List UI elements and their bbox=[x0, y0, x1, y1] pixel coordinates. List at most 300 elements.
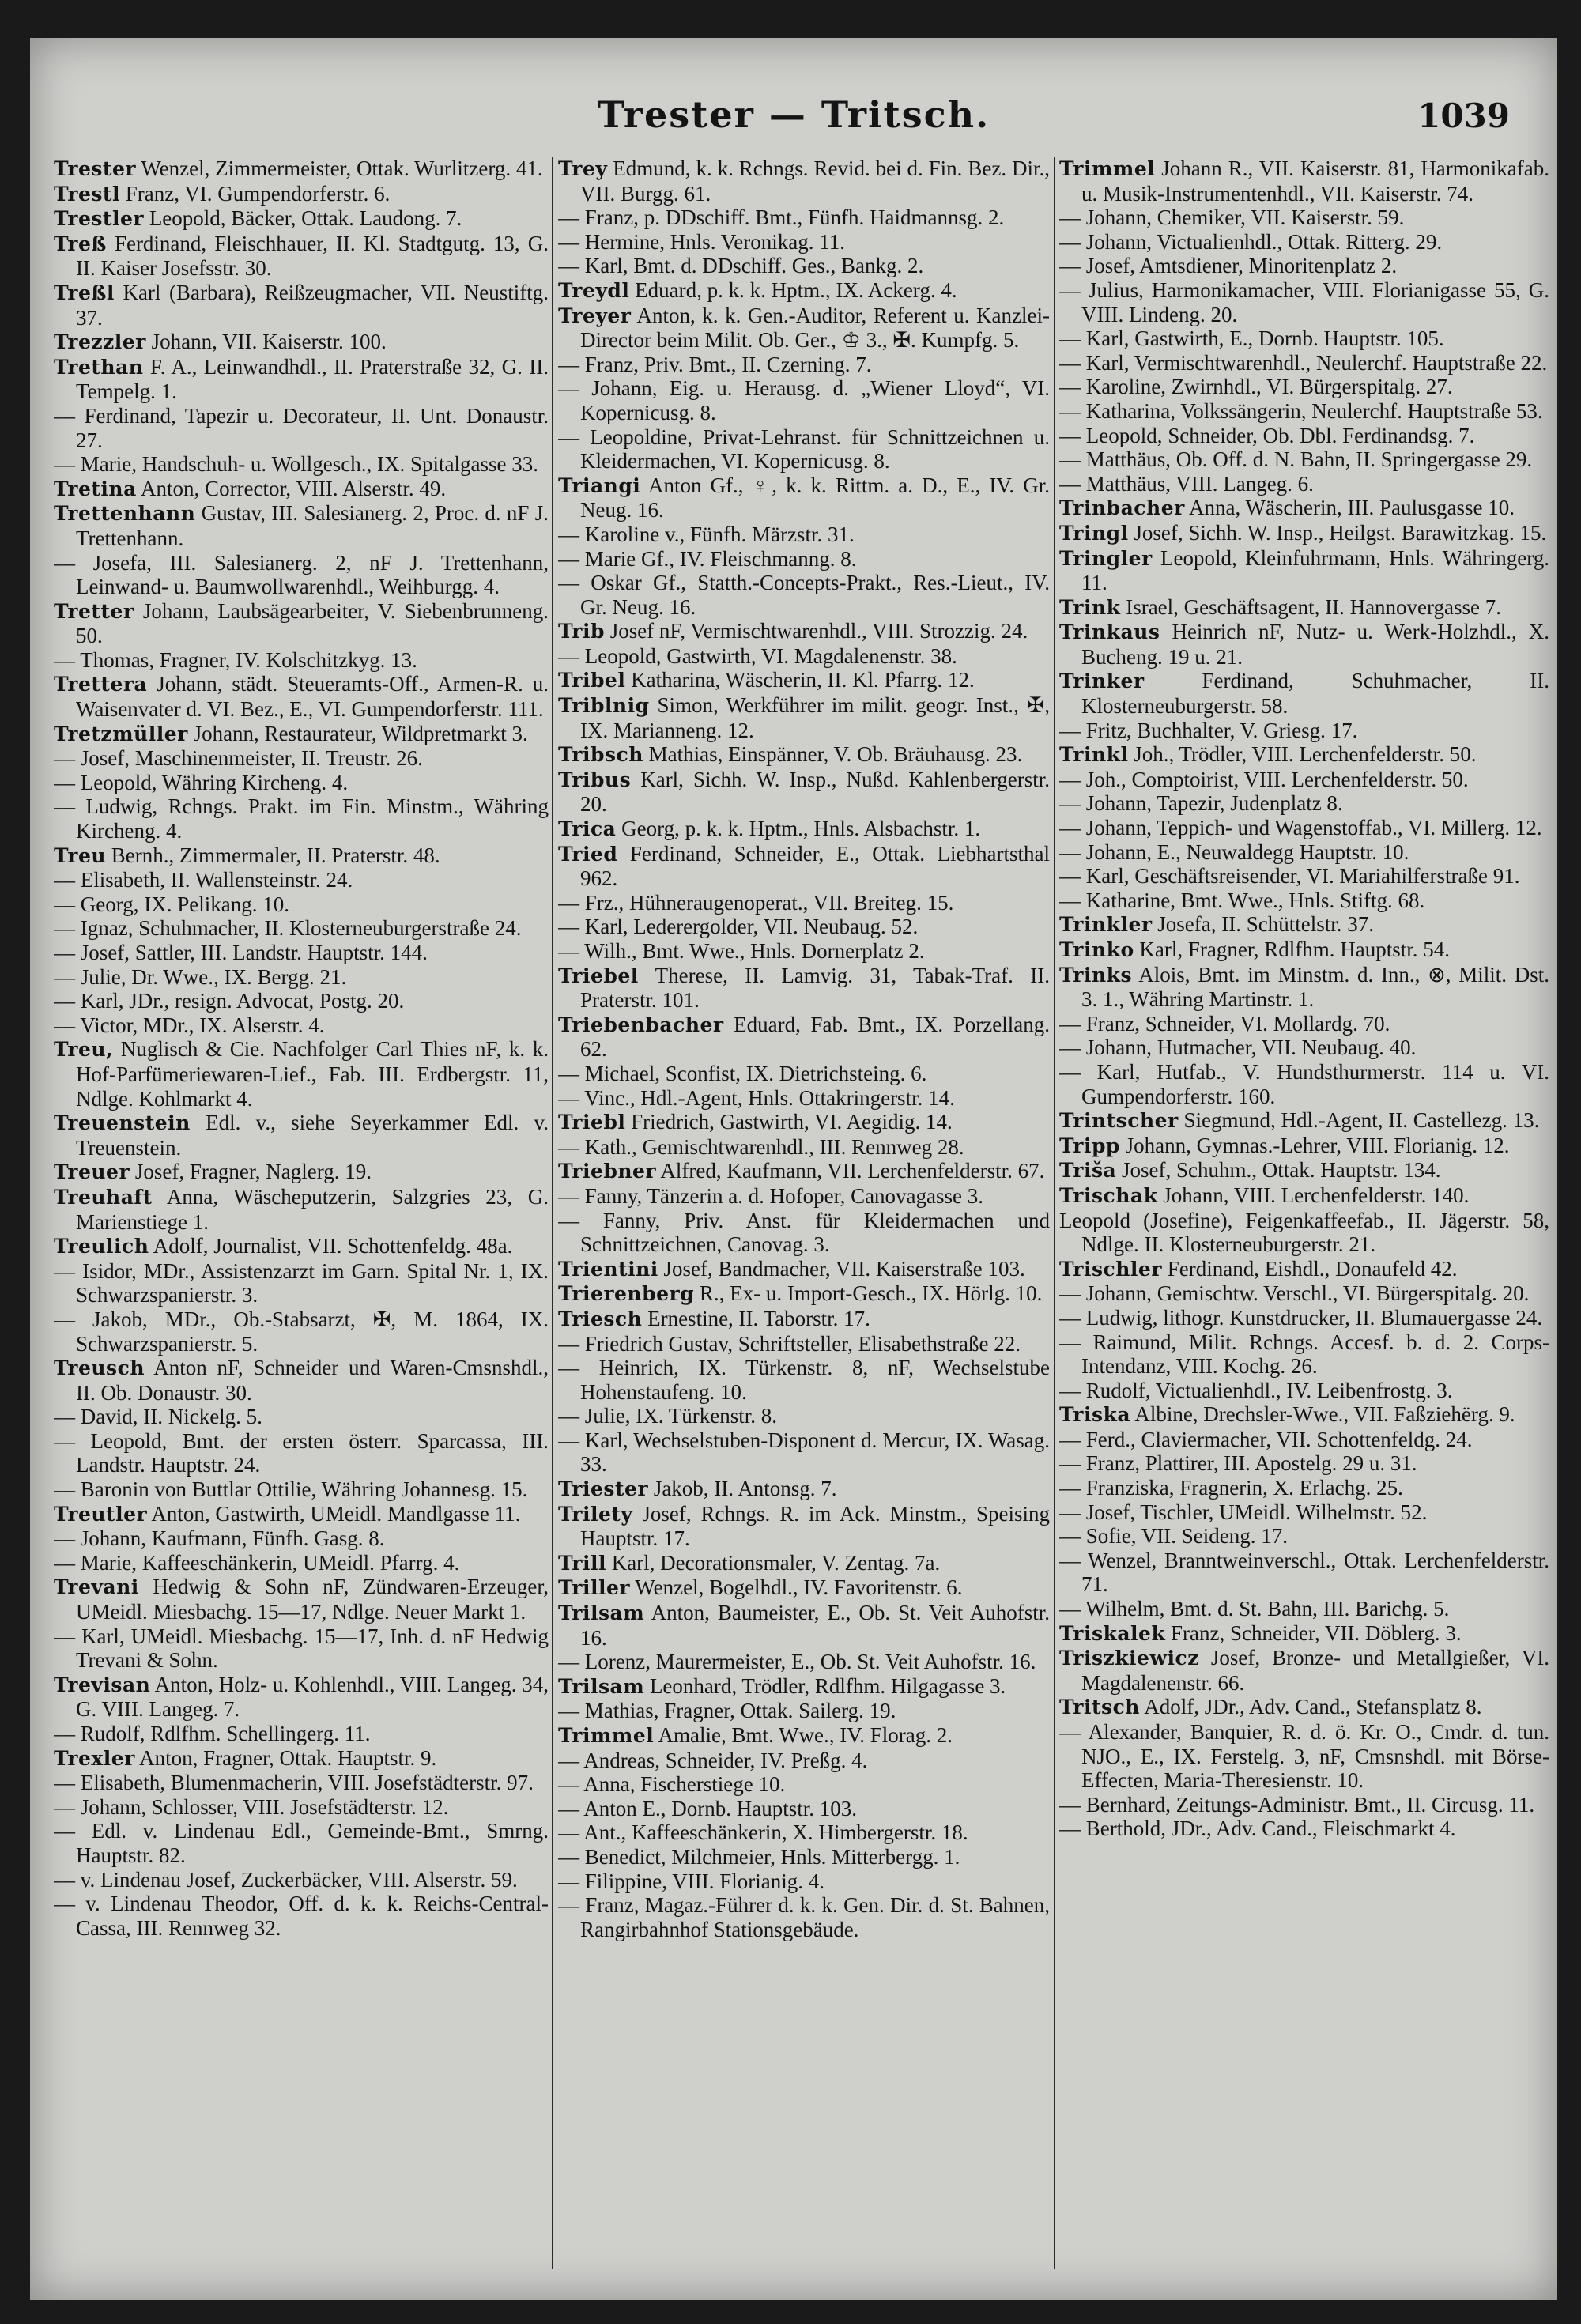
entry-text: Anna, Wäscherin, III. Paulusgasse 10. bbox=[1184, 496, 1515, 520]
directory-entry bbox=[54, 1160, 549, 1185]
directory-entry bbox=[558, 254, 1050, 278]
entry-text: Therese, II. Lamvig. 31, Tabak-Traf. II. Praterstr. 101. bbox=[580, 963, 1050, 1013]
entry-text: Johann, VII. Kaiserstr. 100. bbox=[145, 330, 387, 354]
entry-text: — Marie Gf., IV. Fleischmanng. 8. bbox=[558, 546, 857, 571]
directory-entry bbox=[558, 1257, 1050, 1282]
directory-entry bbox=[1059, 206, 1549, 230]
entry-surname: Triebel bbox=[558, 964, 639, 987]
entry-text: Wenzel, Bogelhdl., IV. Favoritenstr. 6. bbox=[630, 1575, 963, 1600]
entry-surname: Tribel bbox=[558, 669, 626, 692]
directory-entry bbox=[1059, 1621, 1549, 1647]
directory-entry bbox=[1059, 472, 1549, 496]
entry-text: Edmund, k. k. Rchngs. Revid. bei d. Fin. Bez. Dir., VII. Burgg. 61. bbox=[580, 157, 1050, 206]
entry-text: Ernestine, II. Taborstr. 17. bbox=[642, 1306, 870, 1330]
directory-entry bbox=[558, 1502, 1050, 1551]
directory-entry bbox=[54, 1259, 549, 1307]
entry-text: Karl, Fragner, Rdlfhm. Hauptstr. 54. bbox=[1134, 938, 1450, 961]
directory-entry bbox=[558, 278, 1050, 304]
column-1 bbox=[54, 157, 549, 2269]
entry-text: — Ant., Kaffeeschänkerin, X. Himbergerstr. 18. bbox=[558, 1820, 968, 1845]
directory-entry bbox=[54, 965, 549, 990]
entry-text: Leonhard, Trödler, Rdlfhm. Hilgagasse 3. bbox=[644, 1673, 1006, 1698]
directory-entry bbox=[54, 452, 549, 477]
entry-surname: Trezzler bbox=[54, 330, 146, 354]
entry-text: Josef, Sichh. W. Insp., Heilgst. Barawitzkag. 15. bbox=[1128, 520, 1547, 545]
entry-text: — Franz, Priv. Bmt., II. Czerning. 7. bbox=[558, 352, 872, 376]
entry-text: — Josef, Tischler, UMeidl. Wilhelmstr. 52. bbox=[1059, 1500, 1428, 1524]
directory-entry bbox=[1059, 230, 1549, 255]
entry-surname: Trettenhann bbox=[54, 502, 196, 526]
entry-text: Ferdinand, Fleischhauer, II. Kl. Stadtgutg. 13, G. II. Kaiser Josefsstr. 30. bbox=[76, 231, 549, 281]
entry-text: Jakob, II. Antonsg. 7. bbox=[648, 1477, 837, 1501]
entry-surname: Triszkiewicz bbox=[1059, 1647, 1199, 1670]
directory-entry bbox=[1059, 1597, 1549, 1621]
column-2 bbox=[558, 157, 1050, 2269]
directory-entry bbox=[558, 473, 1050, 523]
entry-text: Mathias, Einspänner, V. Ob. Bräuhausg. 23. bbox=[643, 742, 1023, 767]
entry-text: Anton, k. k. Gen.-Auditor, Referent u. Kanzlei-Director beim Milit. Ob. Ger., ♔ 3., ✠. Kumpfg. 5. bbox=[580, 303, 1050, 353]
directory-entry bbox=[54, 404, 549, 452]
directory-entry bbox=[1059, 1402, 1549, 1428]
entry-surname: Triblnig bbox=[558, 694, 650, 718]
entry-surname: Tribus bbox=[558, 768, 632, 791]
entry-surname: Trestl bbox=[54, 182, 120, 206]
entry-surname: Tretina bbox=[54, 477, 137, 500]
directory-entry bbox=[1059, 1720, 1549, 1793]
directory-entry bbox=[1059, 1476, 1549, 1500]
entry-text: Franz, Schneider, VII. Döblerg. 3. bbox=[1165, 1620, 1462, 1645]
entry-surname: Trierenberg bbox=[558, 1282, 695, 1306]
entry-text: — Marie, Handschuh- u. Wollgesch., IX. Spitalgasse 33. bbox=[54, 452, 538, 477]
entry-text: Josef, Fragner, Naglerg. 19. bbox=[130, 1160, 372, 1184]
directory-entry bbox=[54, 330, 549, 355]
directory-entry bbox=[558, 1404, 1050, 1428]
directory-entry bbox=[558, 1477, 1050, 1502]
entry-surname: Trischak bbox=[1059, 1183, 1158, 1207]
entry-text: — Jakob, MDr., Ob.-Stabsarzt, ✠, M. 1864, IX. Schwarzspanierstr. 5. bbox=[54, 1307, 549, 1356]
directory-entry bbox=[558, 1428, 1050, 1477]
entry-surname: Tringl bbox=[1059, 521, 1129, 545]
entry-text: Siegmund, Hdl.-Agent, II. Castellezg. 13. bbox=[1178, 1108, 1540, 1133]
directory-entry bbox=[54, 477, 549, 502]
entry-text: — Katharine, Bmt. Wwe., Hnls. Stiftg. 68. bbox=[1059, 888, 1425, 912]
entry-text: — Oskar Gf., Statth.-Concepts-Prakt., Res.-Lieut., IV. Gr. Neug. 16. bbox=[558, 571, 1050, 619]
entry-surname: Trinkler bbox=[1059, 913, 1153, 937]
entry-surname: Triskalek bbox=[1059, 1621, 1166, 1645]
directory-entry bbox=[54, 746, 549, 771]
entry-surname: Trinker bbox=[1059, 670, 1145, 693]
entry-text: Anton, Gastwirth, UMeidl. Mandlgasse 11. bbox=[147, 1501, 521, 1526]
entry-text: Leopold (Josefine), Feigenkaffeefab., II. Jägerstr. 58, Ndlge. II. Klosterneuburgerstr. 21. bbox=[1059, 1208, 1549, 1257]
entry-text: — Wilhelm, Bmt. d. St. Bahn, III. Barichg. 5. bbox=[1059, 1597, 1450, 1621]
entry-text: — Lorenz, Maurermeister, E., Ob. St. Veit Auhofstr. 16. bbox=[558, 1650, 1036, 1674]
entry-text: — Victor, MDr., IX. Alserstr. 4. bbox=[54, 1013, 325, 1037]
entry-surname: Trica bbox=[558, 817, 617, 841]
directory-entry bbox=[1059, 375, 1549, 399]
directory-entry bbox=[1059, 1134, 1549, 1159]
directory-entry bbox=[54, 1526, 549, 1551]
directory-entry bbox=[1059, 669, 1549, 718]
directory-entry bbox=[558, 1013, 1050, 1062]
entry-text: Anton Gf., ♀, k. k. Rittm. a. D., E., IV. Gr. Neug. 16. bbox=[580, 473, 1050, 523]
directory-entry bbox=[1059, 864, 1549, 888]
directory-entry bbox=[54, 182, 549, 207]
entry-surname: Triša bbox=[1059, 1159, 1117, 1183]
directory-entry bbox=[1059, 1012, 1549, 1036]
entry-text: Anton, Corrector, VIII. Alserstr. 49. bbox=[136, 476, 447, 500]
entry-text: — David, II. Nickelg. 5. bbox=[54, 1405, 262, 1429]
entry-surname: Trester bbox=[54, 157, 137, 180]
directory-entry bbox=[558, 1086, 1050, 1111]
entry-text: — Johann, Victualienhdl., Ottak. Ritterg. 29. bbox=[1059, 229, 1443, 254]
entry-text: — Julie, Dr. Wwe., IX. Bergg. 21. bbox=[54, 964, 347, 989]
entry-text: Karl, Decorationsmaler, V. Zentag. 7a. bbox=[606, 1550, 941, 1575]
entry-text: — Karl, Vermischtwarenhdl., Neulerchf. Hauptstraße 22. bbox=[1059, 350, 1548, 375]
entry-surname: Trinbacher bbox=[1059, 496, 1185, 520]
directory-entry bbox=[1059, 521, 1549, 546]
entry-text: — Katharina, Volkssängerin, Neulerchf. Hauptstraße 53. bbox=[1059, 398, 1543, 423]
directory-entry bbox=[1059, 912, 1549, 938]
entry-text: — Rudolf, Victualienhdl., IV. Leibenfrostg. 3. bbox=[1059, 1378, 1453, 1402]
entry-text: F. A., Leinwandhdl., II. Praterstraße 32, G. II. Tempelg. 1. bbox=[76, 354, 549, 404]
entry-text: — Benedict, Milchmeier, Hnls. Mitterbergg. 1. bbox=[558, 1844, 960, 1869]
entry-surname: Triester bbox=[558, 1477, 649, 1501]
entry-surname: Triebenbacher bbox=[558, 1013, 724, 1036]
directory-entry bbox=[54, 648, 549, 673]
directory-entry bbox=[558, 304, 1050, 353]
directory-entry bbox=[54, 1795, 549, 1820]
directory-entry bbox=[54, 206, 549, 232]
entry-surname: Trib bbox=[558, 620, 605, 643]
directory-entry bbox=[54, 1356, 549, 1405]
directory-entry bbox=[1059, 1330, 1549, 1379]
entry-text: — Marie, Kaffeeschänkerin, UMeidl. Pfarrg. 4. bbox=[54, 1550, 460, 1575]
directory-entry bbox=[558, 1820, 1050, 1845]
directory-entry bbox=[558, 230, 1050, 255]
entry-text: — Leopold, Gastwirth, VI. Magdalenenstr. 38. bbox=[558, 643, 957, 668]
entry-surname: Triska bbox=[1059, 1403, 1131, 1427]
directory-entry bbox=[54, 1746, 549, 1771]
entry-text: Josefa, II. Schüttelstr. 37. bbox=[1152, 912, 1374, 937]
directory-entry bbox=[1059, 719, 1549, 743]
entry-surname: Trink bbox=[1059, 595, 1121, 619]
directory-entry bbox=[54, 551, 549, 599]
directory-entry bbox=[558, 1749, 1050, 1773]
directory-entry bbox=[558, 668, 1050, 693]
directory-entry bbox=[558, 1281, 1050, 1307]
entry-surname: Triesch bbox=[558, 1307, 643, 1330]
entry-text: Anton, Holz- u. Kohlenhdl., VIII. Langeg. 34, G. VIII. Langeg. 7. bbox=[76, 1672, 549, 1722]
directory-columns bbox=[54, 157, 1549, 2269]
directory-entry bbox=[1059, 1281, 1549, 1306]
entry-surname: Trimmel bbox=[558, 1724, 655, 1747]
entry-text: — Leopold, Bmt. der ersten österr. Sparcassa, III. Landstr. Hauptstr. 24. bbox=[54, 1428, 549, 1477]
directory-entry bbox=[54, 1429, 549, 1477]
entry-text: — Michael, Sconfist, IX. Dietrichsteing. 6. bbox=[558, 1061, 927, 1085]
directory-entry bbox=[1059, 1817, 1549, 1841]
entry-text: — Friedrich Gustav, Schriftsteller, Elisabethstraße 22. bbox=[558, 1331, 1021, 1356]
entry-text: — Matthäus, VIII. Langeg. 6. bbox=[1059, 471, 1314, 496]
entry-text: — Joh., Comptoirist, VIII. Lerchenfelderstr. 50. bbox=[1059, 767, 1469, 791]
directory-entry bbox=[558, 1797, 1050, 1821]
entry-surname: Tripp bbox=[1059, 1134, 1120, 1157]
entry-text: — Karl, Hutfab., V. Hundsthurmerstr. 114 u. VI. Gumpendorferstr. 160. bbox=[1059, 1059, 1549, 1108]
directory-entry bbox=[558, 1699, 1050, 1723]
entry-text: — v. Lindenau Theodor, Off. d. k. k. Reichs-Central-Cassa, III. Rennweg 32. bbox=[54, 1892, 549, 1940]
entry-text: — Raimund, Milit. Rchngs. Accesf. b. d. 2. Corps-Intendanz, VIII. Kochg. 26. bbox=[1059, 1330, 1549, 1379]
entry-text: Karl, Sichh. W. Insp., Nußd. Kahlenbergerstr. 20. bbox=[580, 767, 1050, 817]
directory-entry bbox=[558, 1601, 1050, 1650]
entry-surname: Trevani bbox=[54, 1575, 139, 1599]
entry-text: Edl. v., siehe Seyerkammer Edl. v. Treuenstein. bbox=[76, 1111, 549, 1160]
directory-entry bbox=[558, 1356, 1050, 1404]
directory-entry bbox=[558, 1845, 1050, 1869]
entry-text: Ferdinand, Schneider, E., Ottak. Liebhartsthal 962. bbox=[580, 841, 1050, 891]
directory-entry bbox=[1059, 399, 1549, 424]
directory-entry bbox=[54, 1892, 549, 1940]
directory-entry bbox=[54, 941, 549, 965]
column-3 bbox=[1059, 157, 1549, 2269]
entry-text: Franz, VI. Gumpendorferstr. 6. bbox=[119, 181, 391, 206]
entry-surname: Trinko bbox=[1059, 938, 1134, 961]
directory-entry bbox=[1059, 768, 1549, 792]
entry-text: — Karl, UMeidl. Miesbachg. 15—17, Inh. d. nF Hedwig Trevani & Sohn. bbox=[54, 1624, 549, 1673]
entry-text: — Fritz, Buchhalter, V. Griesg. 17. bbox=[1059, 718, 1358, 742]
entry-text: Katharina, Wäscherin, II. Kl. Pfarrg. 12. bbox=[625, 668, 975, 692]
directory-entry bbox=[54, 868, 549, 892]
column-rule bbox=[552, 157, 553, 2269]
directory-entry bbox=[1059, 1646, 1549, 1695]
entry-text: — Kath., Gemischtwarenhdl., III. Rennweg 28. bbox=[558, 1134, 964, 1159]
directory-entry bbox=[558, 768, 1050, 817]
directory-entry bbox=[54, 1234, 549, 1259]
entry-text: — Hermine, Hnls. Veronikag. 11. bbox=[558, 229, 845, 254]
directory-entry bbox=[558, 1674, 1050, 1700]
directory-entry bbox=[558, 644, 1050, 669]
entry-text: — Vinc., Hdl.-Agent, Hnls. Ottakringerstr. 14. bbox=[558, 1085, 955, 1110]
directory-entry bbox=[54, 1551, 549, 1575]
directory-entry bbox=[1059, 1183, 1549, 1209]
entry-text: — Johann, E., Neuwaldegg Hauptstr. 10. bbox=[1059, 839, 1409, 864]
entry-text: — Ludwig, Rchngs. Prakt. im Fin. Minstm., Währing Kircheng. 4. bbox=[54, 794, 549, 843]
entry-text: — Andreas, Schneider, IV. Preßg. 4. bbox=[558, 1748, 868, 1772]
entry-surname: Treulich bbox=[54, 1235, 149, 1258]
entry-text: Friedrich, Gastwirth, VI. Aegidig. 14. bbox=[625, 1110, 953, 1134]
entry-surname: Triebl bbox=[558, 1111, 626, 1134]
entry-text: — Fanny, Tänzerin a. d. Hofoper, Canovagasse 3. bbox=[558, 1183, 984, 1208]
page-number: 1039 bbox=[1417, 96, 1510, 135]
entry-text: — Franz, Schneider, VI. Mollardg. 70. bbox=[1059, 1011, 1390, 1036]
directory-entry bbox=[54, 916, 549, 941]
directory-entry bbox=[54, 1405, 549, 1429]
directory-entry bbox=[1059, 1524, 1549, 1549]
directory-entry bbox=[558, 1723, 1050, 1749]
entry-surname: Triangi bbox=[558, 473, 641, 497]
entry-surname: Tritsch bbox=[1059, 1696, 1140, 1719]
entry-text: Josef, Rchngs. R. im Ack. Minstm., Speising Hauptstr. 17. bbox=[580, 1501, 1050, 1551]
directory-entry bbox=[1059, 1428, 1549, 1452]
entry-surname: Treutler bbox=[54, 1502, 148, 1526]
entry-text: — Johann, Teppich- und Wagenstoffab., VI. Millerg. 12. bbox=[1059, 816, 1542, 840]
directory-entry bbox=[54, 771, 549, 795]
entry-surname: Tringler bbox=[1059, 546, 1153, 570]
entry-text: Israel, Geschäftsagent, II. Hannovergasse 7. bbox=[1120, 594, 1502, 619]
entry-surname: Tretter bbox=[54, 599, 134, 623]
entry-text: Bernh., Zimmermaler, II. Praterstr. 48. bbox=[106, 843, 440, 867]
directory-entry bbox=[558, 939, 1050, 964]
directory-entry bbox=[558, 425, 1050, 473]
directory-entry bbox=[1059, 278, 1549, 326]
entry-surname: Tretzmüller bbox=[54, 722, 188, 745]
entry-text: Josef, Schuhm., Ottak. Hauptstr. 134. bbox=[1116, 1158, 1441, 1183]
entry-text: Georg, p. k. k. Hptm., Hnls. Alsbachstr. 1. bbox=[616, 817, 981, 841]
entry-text: — Johann, Eig. u. Herausg. d. „Wiener Lloyd“, VI. Kopernicusg. 8. bbox=[558, 376, 1050, 424]
directory-entry bbox=[1059, 1108, 1549, 1134]
directory-entry bbox=[558, 571, 1050, 619]
entry-text: — Karoline, Zwirnhdl., VI. Bürgerspitalg. 27. bbox=[1059, 375, 1453, 399]
entry-text: — Johann, Gemischtw. Verschl., VI. Bürgerspitalg. 20. bbox=[1059, 1281, 1530, 1306]
directory-entry bbox=[54, 1624, 549, 1673]
entry-text: — Elisabeth, II. Wallensteinstr. 24. bbox=[54, 868, 353, 892]
directory-entry bbox=[1059, 1060, 1549, 1108]
directory-entry bbox=[1059, 1695, 1549, 1720]
entry-text: Eduard, Fab. Bmt., IX. Porzellang. 62. bbox=[580, 1012, 1050, 1062]
entry-surname: Trilety bbox=[558, 1502, 633, 1526]
directory-entry bbox=[1059, 1793, 1549, 1817]
entry-surname: Trinks bbox=[1059, 963, 1133, 987]
entry-text: — Edl. v. Lindenau Edl., Gemeinde-Bmt., Smrng. Hauptstr. 82. bbox=[54, 1819, 549, 1867]
entry-text: Albine, Drechsler-Wwe., VII. Faßziehërg. 9. bbox=[1130, 1402, 1515, 1427]
entry-text: — Karl, Wechselstuben-Disponent d. Mercur, IX. Wasag. 33. bbox=[558, 1428, 1050, 1477]
directory-entry bbox=[54, 1722, 549, 1746]
entry-text: — Matthäus, Ob. Off. d. N. Bahn, II. Springergasse 29. bbox=[1059, 447, 1533, 472]
directory-entry bbox=[1059, 424, 1549, 448]
entry-text: — Thomas, Fragner, IV. Kolschitzkyg. 13. bbox=[54, 647, 417, 672]
entry-text: Adolf, JDr., Adv. Cand., Stefansplatz 8. bbox=[1139, 1695, 1482, 1719]
entry-surname: Trimmel bbox=[1059, 157, 1156, 180]
directory-entry bbox=[558, 206, 1050, 230]
directory-entry bbox=[1059, 1257, 1549, 1282]
entry-text: — Leopold, Schneider, Ob. Dbl. Ferdinandsg. 7. bbox=[1059, 423, 1475, 447]
entry-text: Josef nF, Vermischtwarenhdl., VIII. Strozzig. 24. bbox=[604, 619, 1028, 643]
entry-text: — Josef, Sattler, III. Landstr. Hauptstr. 144. bbox=[54, 941, 428, 964]
entry-text: — Bernhard, Zeitungs-Administr. Bmt., II. Circusg. 11. bbox=[1059, 1792, 1535, 1817]
entry-text: Johann, Restaurateur, Wildpretmarkt 3. bbox=[187, 721, 528, 745]
entry-text: Anton, Baumeister, E., Ob. St. Veit Auhofstr. 16. bbox=[580, 1601, 1050, 1650]
entry-text: — Karoline v., Fünfh. Märzstr. 31. bbox=[558, 522, 855, 546]
directory-entry bbox=[1059, 326, 1549, 351]
entry-text: — Frz., Hühneraugenoperat., VII. Breiteg. 15. bbox=[558, 890, 954, 915]
column-rule bbox=[1054, 157, 1055, 2269]
entry-text: Nuglisch & Cie. Nachfolger Carl Thies nF, k. k. Hof-Parfümeriewaren-Lief., Fab. III. Erdbergstr. 11, Ndlge. Kohlmarkt 4. bbox=[76, 1037, 549, 1111]
directory-entry bbox=[54, 794, 549, 843]
entry-text: Johann R., VII. Kaiserstr. 81, Harmonikafab. u. Musik-Instrumentenhdl., VII. Kaiserstr. 74. bbox=[1081, 157, 1549, 206]
entry-surname: Treß bbox=[54, 232, 107, 255]
entry-text: Ferdinand, Eishdl., Donaufeld 42. bbox=[1162, 1256, 1458, 1281]
entry-text: — Leopold, Währing Kircheng. 4. bbox=[54, 770, 349, 794]
entry-text: Simon, Werkführer im milit. geogr. Inst., ✠, IX. Marianneng. 12. bbox=[580, 693, 1050, 742]
entry-text: — Franz, Plattirer, III. Apostelg. 29 u. 31. bbox=[1059, 1451, 1417, 1476]
directory-entry bbox=[1059, 620, 1549, 669]
directory-entry bbox=[54, 722, 549, 747]
entry-text: — Anna, Fischerstiege 10. bbox=[558, 1772, 786, 1797]
entry-surname: Triebner bbox=[558, 1160, 657, 1183]
entry-text: — Filippine, VIII. Florianig. 4. bbox=[558, 1869, 824, 1893]
entry-surname: Treuenstein bbox=[54, 1111, 191, 1135]
directory-entry bbox=[54, 157, 549, 182]
entry-surname: Trexler bbox=[54, 1746, 135, 1770]
entry-text: Heinrich nF, Nutz- u. Werk-Holzhdl., X. Bucheng. 19 u. 21. bbox=[1081, 620, 1549, 669]
entry-text: — Wenzel, Branntweinverschl., Ottak. Lerchenfelderstr. 71. bbox=[1059, 1548, 1549, 1597]
entry-text: — Josefa, III. Salesianerg. 2, nF J. Trettenhann, Leinwand- u. Baumwollwarenhdl., Weihburgg. 4. bbox=[54, 550, 549, 599]
entry-text: — Karl, Bmt. d. DDschiff. Ges., Bankg. 2. bbox=[558, 254, 924, 278]
directory-entry bbox=[1059, 742, 1549, 768]
directory-entry bbox=[558, 157, 1050, 206]
entry-text: — Julius, Harmonikamacher, VIII. Florianigasse 55, G. VIII. Lindeng. 20. bbox=[1059, 277, 1549, 326]
directory-entry bbox=[54, 1013, 549, 1038]
directory-entry bbox=[1059, 351, 1549, 375]
directory-entry bbox=[558, 1551, 1050, 1576]
entry-surname: Trischler bbox=[1059, 1257, 1163, 1281]
directory-entry bbox=[558, 619, 1050, 644]
entry-surname: Treu, bbox=[54, 1038, 114, 1062]
entry-text: — Leopoldine, Privat-Lehranst. für Schnittzeichnen u. Kleidermachen, VI. Kopernicusg. 8. bbox=[558, 424, 1050, 473]
directory-entry bbox=[54, 1575, 549, 1624]
entry-text: — Elisabeth, Blumenmacherin, VIII. Josefstädterstr. 97. bbox=[54, 1771, 534, 1795]
directory-entry bbox=[1059, 1549, 1549, 1597]
page-header bbox=[30, 93, 1557, 157]
entry-surname: Treuhaft bbox=[54, 1185, 153, 1209]
entry-surname: Treuer bbox=[54, 1160, 130, 1184]
entry-text: — Fanny, Priv. Anst. für Kleidermachen und Schnittzeichnen, Canovag. 3. bbox=[558, 1208, 1050, 1257]
directory-entry bbox=[558, 915, 1050, 939]
entry-surname: Tried bbox=[558, 842, 618, 866]
directory-entry bbox=[558, 842, 1050, 891]
entry-text: — Anton E., Dornb. Hauptstr. 103. bbox=[558, 1796, 857, 1820]
directory-entry bbox=[1059, 1306, 1549, 1330]
entry-text: — Heinrich, IX. Türkenstr. 8, nF, Wechselstube Hohenstaufeng. 10. bbox=[558, 1356, 1050, 1404]
entry-surname: Trintscher bbox=[1059, 1109, 1179, 1133]
directory-entry bbox=[54, 1111, 549, 1160]
directory-entry bbox=[558, 1110, 1050, 1135]
entry-surname: Trientini bbox=[558, 1257, 658, 1281]
entry-text: Alois, Bmt. im Minstm. d. Inn., ⊗, Milit. Dst. 3. 1., Währing Martinstr. 1. bbox=[1081, 962, 1549, 1012]
directory-entry bbox=[54, 989, 549, 1013]
entry-text: Wenzel, Zimmermeister, Ottak. Wurlitzerg. 41. bbox=[136, 157, 543, 180]
directory-entry bbox=[54, 892, 549, 917]
entry-text: R., Ex- u. Import-Gesch., IX. Hörlg. 10. bbox=[694, 1281, 1043, 1306]
entry-text: Josef, Bronze- und Metallgießer, VI. Magdalenenstr. 66. bbox=[1081, 1646, 1549, 1695]
entry-surname: Trill bbox=[558, 1551, 606, 1575]
directory-entry bbox=[558, 693, 1050, 742]
entry-surname: Treyer bbox=[558, 304, 632, 327]
entry-text: Anna, Wäscheputzerin, Salzgries 23, G. Marienstiege 1. bbox=[76, 1184, 549, 1234]
entry-text: Gustav, III. Salesianerg. 2, Proc. d. nF J. Trettenhann. bbox=[76, 501, 549, 550]
entry-surname: Tribsch bbox=[558, 743, 643, 767]
entry-surname: Trilsam bbox=[558, 1602, 645, 1625]
entry-surname: Trettera bbox=[54, 673, 148, 696]
directory-entry bbox=[1059, 888, 1549, 913]
entry-text: Anton nF, Schneider und Waren-Cmsnshdl., II. Ob. Donaustr. 30. bbox=[76, 1356, 549, 1405]
directory-entry bbox=[1059, 1500, 1549, 1525]
directory-entry bbox=[558, 1062, 1050, 1086]
entry-text: Leopold, Kleinfuhrmann, Hnls. Währingerg. 11. bbox=[1081, 545, 1549, 595]
directory-entry bbox=[54, 501, 549, 550]
directory-entry bbox=[558, 891, 1050, 915]
entry-text: — Franziska, Fragnerin, X. Erlachg. 25. bbox=[1059, 1476, 1403, 1500]
directory-entry bbox=[1059, 157, 1549, 206]
entry-text: — Ignaz, Schuhmacher, II. Klosterneuburgerstraße 24. bbox=[54, 916, 522, 941]
